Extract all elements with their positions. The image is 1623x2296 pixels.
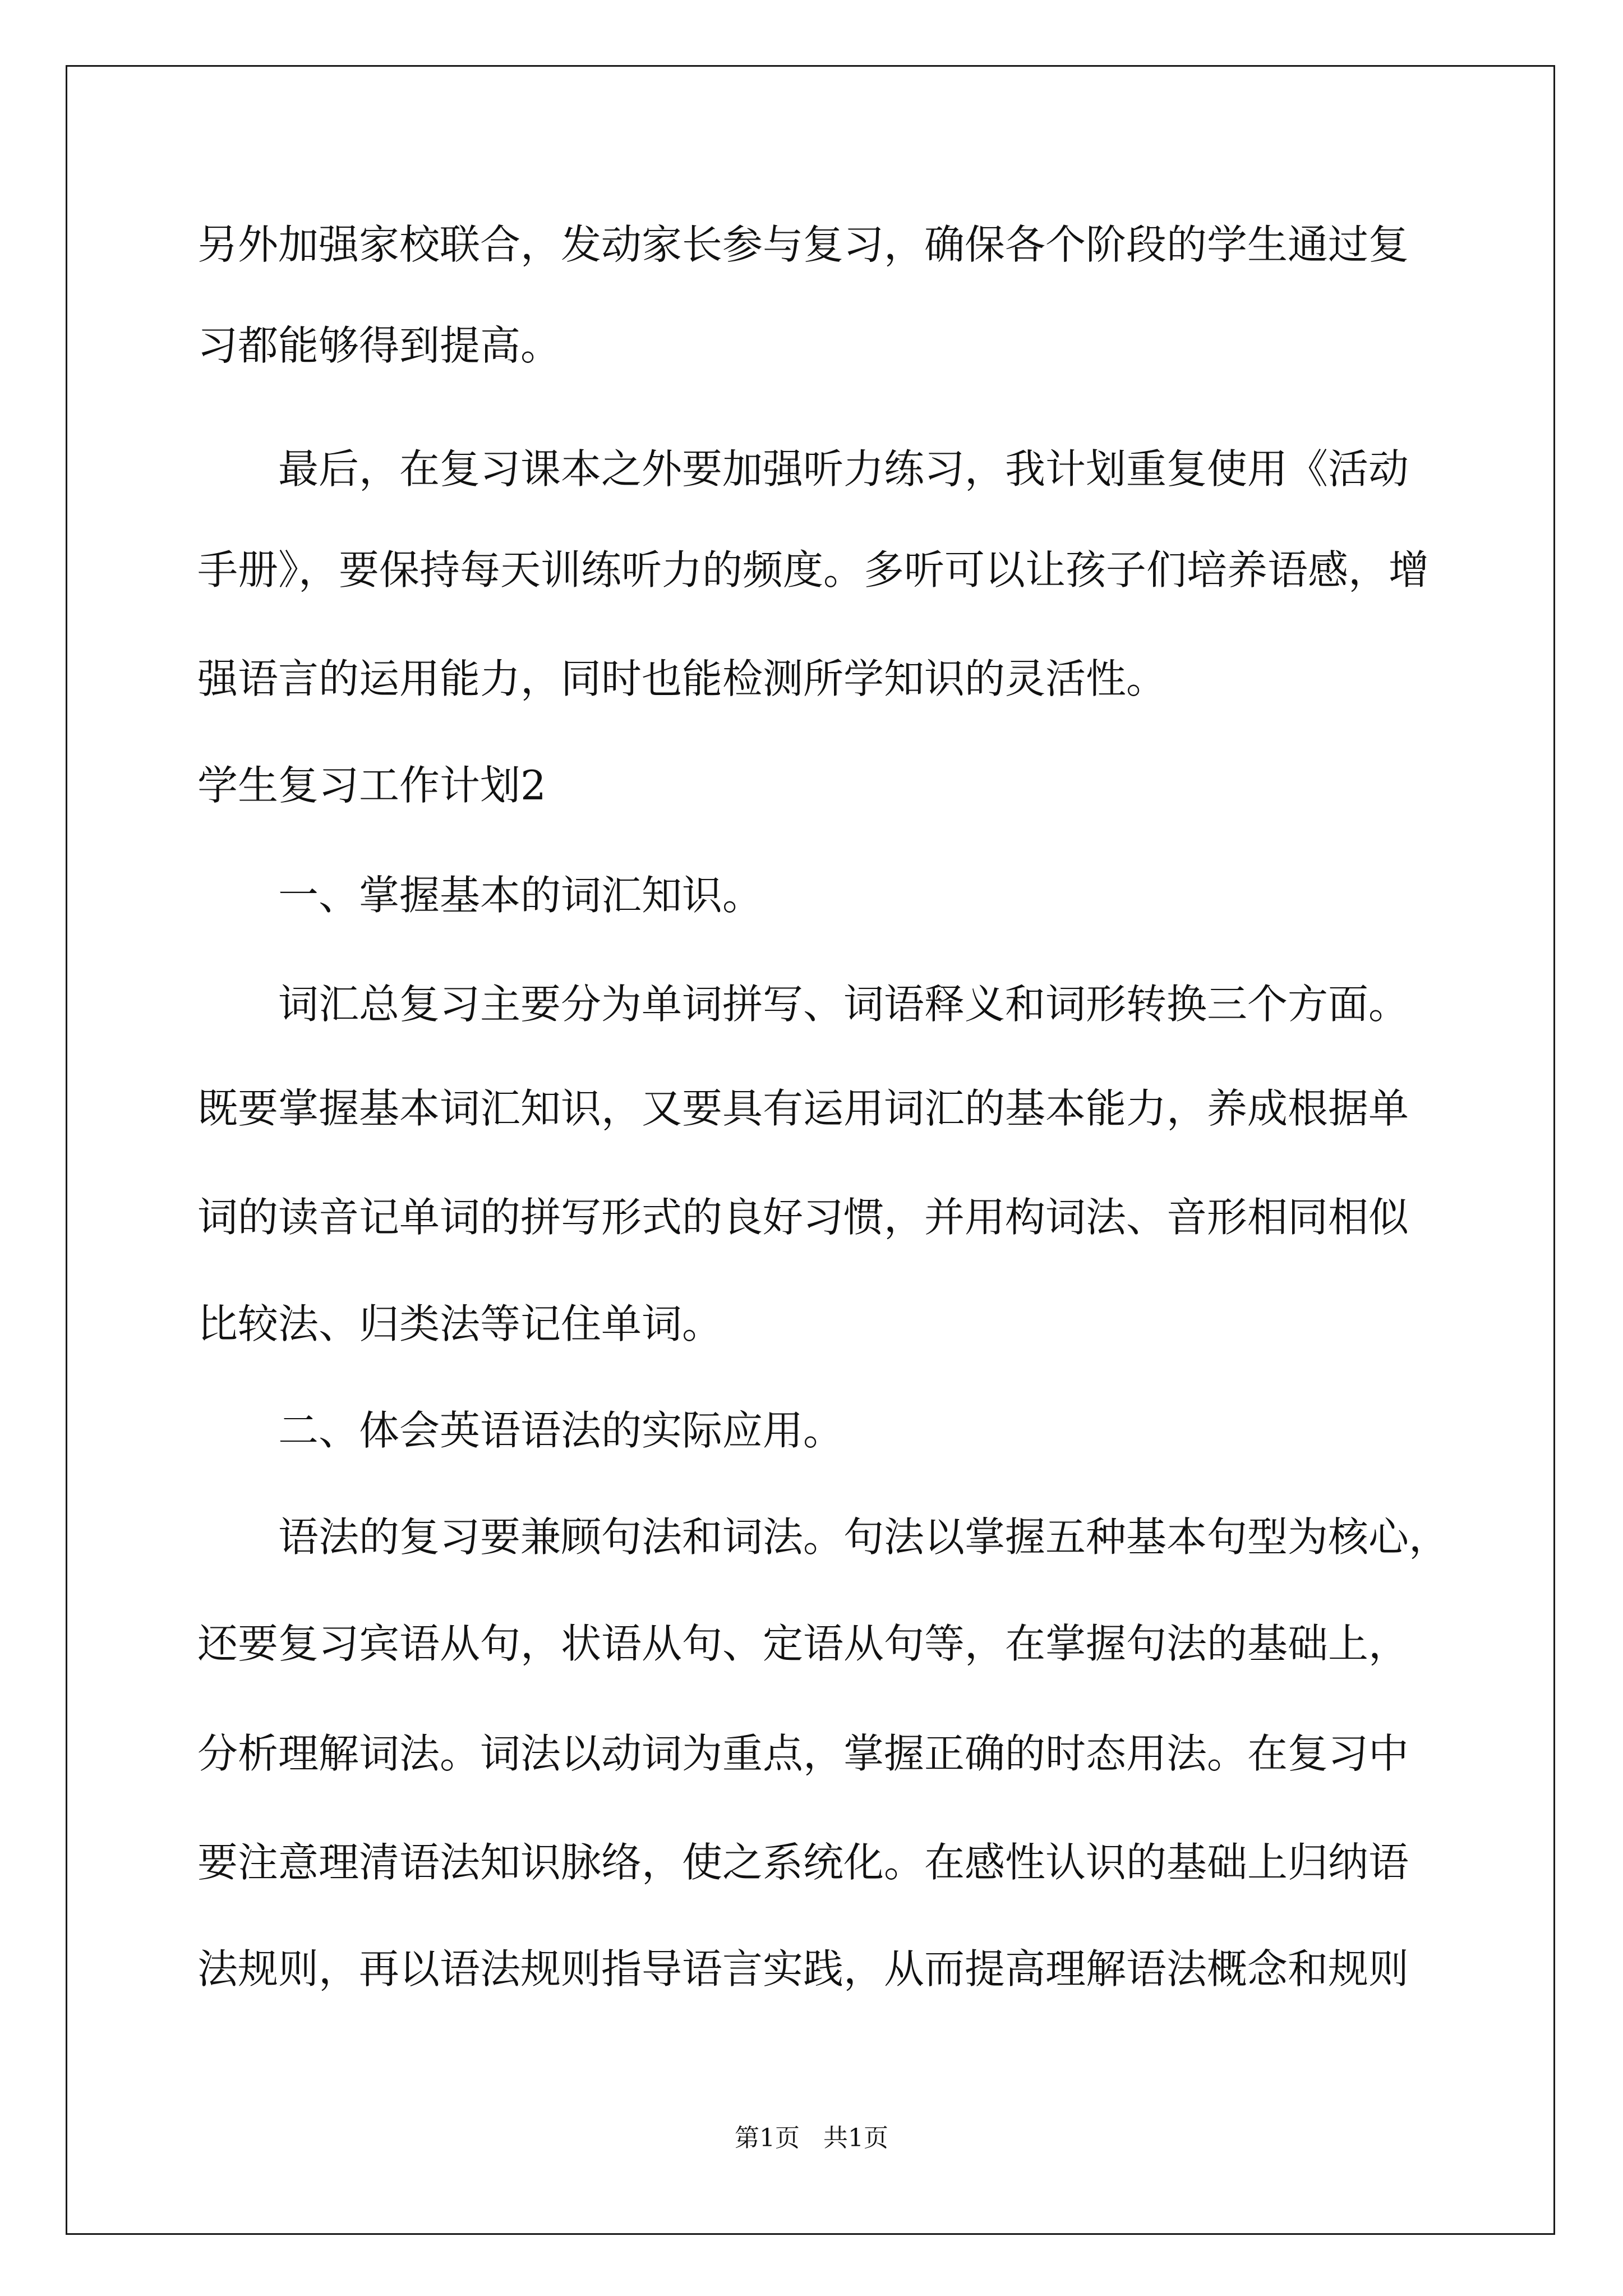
paragraph-line: 手册》，要保持每天训练听力的频度。多听可以让孩子们培养语感，增	[197, 546, 1430, 593]
paragraph-line: 词汇总复习主要分为单词拼写、词语释义和词形转换三个方面。	[278, 981, 1409, 1028]
section-heading: 学生复习工作计划2	[197, 762, 546, 809]
page-total: 共1页	[823, 2124, 888, 2152]
page-number: 第1页	[735, 2124, 800, 2152]
paragraph-line: 词的读音记单词的拼写形式的良好习惯，并用构词法、音形相同相似	[197, 1194, 1409, 1241]
paragraph-line: 要注意理清语法知识脉络，使之系统化。在感性认识的基础上归纳语	[197, 1839, 1409, 1886]
paragraph-line: 强语言的运用能力，同时也能检测所学知识的灵活性。	[197, 655, 1167, 702]
page-footer	[0, 2122, 1623, 2155]
paragraph-line: 既要掌握基本词汇知识，又要具有运用词汇的基本能力，养成根据单	[197, 1085, 1409, 1132]
paragraph-line: 另外加强家校联合，发动家长参与复习，确保各个阶段的学生通过复	[197, 221, 1409, 268]
subheading: 一、掌握基本的词汇知识。	[278, 872, 763, 919]
paragraph-line: 最后，在复习课本之外要加强听力练习，我计划重复使用《活动	[278, 445, 1409, 493]
paragraph-line: 还要复习宾语从句，状语从句、定语从句等，在掌握句法的基础上，	[197, 1620, 1409, 1667]
paragraph-line: 法规则，再以语法规则指导语言实践，从而提高理解语法概念和规则	[197, 1945, 1409, 1993]
subheading: 二、体会英语语法的实际应用。	[278, 1407, 844, 1454]
paragraph-line: 语法的复习要兼顾句法和词法。句法以掌握五种基本句型为核心，	[278, 1513, 1450, 1561]
paragraph-line: 习都能够得到提高。	[197, 322, 561, 369]
paragraph-line: 分析理解词法。词法以动词为重点，掌握正确的时态用法。在复习中	[197, 1730, 1409, 1777]
paragraph-line: 比较法、归类法等记住单词。	[197, 1300, 723, 1347]
page-border	[66, 65, 1555, 2235]
